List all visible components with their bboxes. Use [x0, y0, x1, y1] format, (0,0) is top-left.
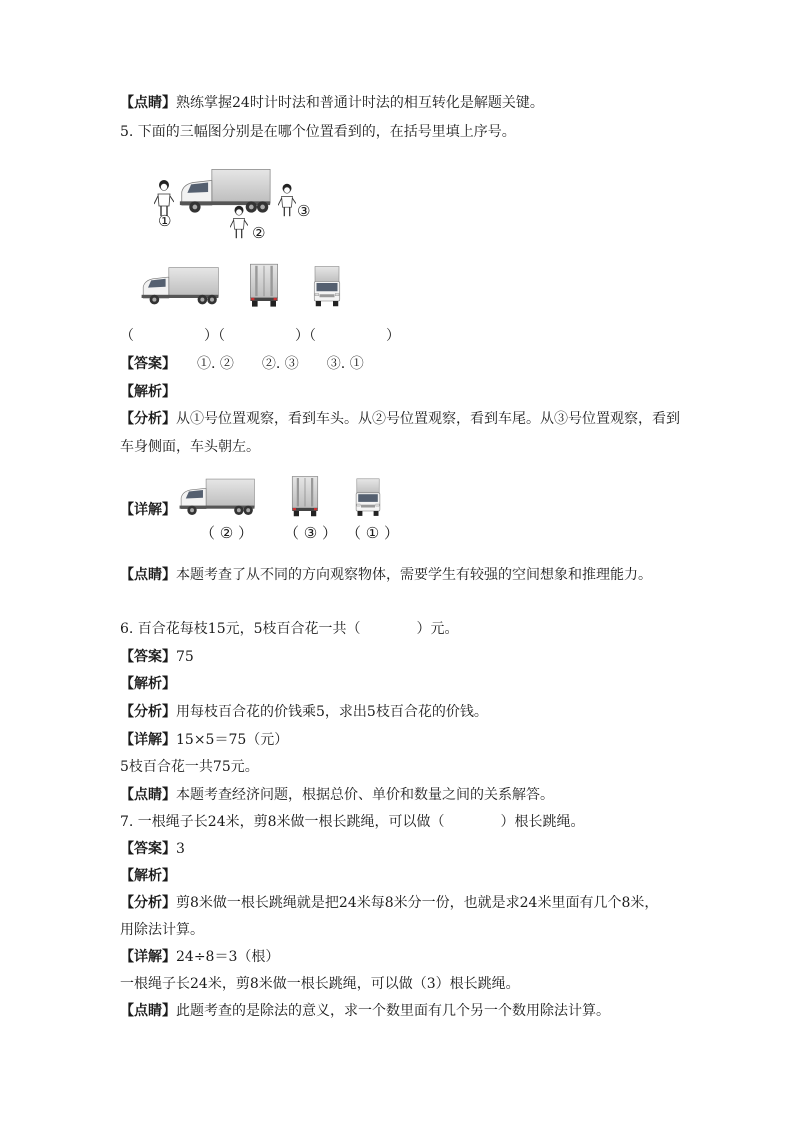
view-side — [140, 262, 220, 314]
q7-answer — [120, 839, 185, 859]
observation-scene — [150, 160, 330, 242]
q5-blanks: （ ）（ ）（ ） — [120, 328, 400, 344]
tag-dianjing: 【点睛】 — [120, 567, 176, 583]
q6-xiangjie — [120, 730, 288, 750]
dianjing-text: 本题考查经济问题，根据总价、单价和数量之间的关系解答。 — [176, 787, 554, 803]
dianjing-prev — [120, 93, 544, 113]
detail-truck-side-icon — [178, 474, 256, 520]
truck-rear-icon — [248, 262, 280, 308]
q6-jiexi: 【解析】 — [120, 676, 176, 692]
kid-2-icon — [230, 206, 248, 238]
tag-dianjing: 【点睛】 — [120, 95, 176, 111]
tag-answer: 【答案】 — [120, 356, 169, 372]
q7-fenxi — [120, 893, 658, 913]
tag-answer: 【答案】 — [120, 841, 176, 857]
tag-answer: 【答案】 — [120, 649, 176, 665]
answer-text: 3 — [176, 841, 185, 857]
q6-dianjing — [120, 785, 554, 805]
q5-jiexi: 【解析】 — [120, 384, 176, 400]
fenxi-text: 用每枝百合花的价钱乘5，求出5枝百合花的价钱。 — [176, 704, 488, 720]
scene-svg — [150, 160, 330, 242]
q5-fenxi — [120, 409, 680, 429]
detail-truck-rear-icon — [290, 474, 320, 518]
tag-dianjing: 【点睛】 — [120, 787, 176, 803]
answer-text: 75 — [176, 649, 194, 665]
pos-3-label: ③ — [297, 202, 311, 220]
q5-answer — [120, 354, 364, 374]
kid-3-icon — [278, 184, 296, 216]
tag-fenxi: 【分析】 — [120, 411, 176, 427]
dianjing-text: 熟练掌握24时计时法和普通计时法的相互转化是解题关键。 — [176, 95, 544, 111]
q7-jiexi: 【解析】 — [120, 868, 176, 884]
pos-2-label: ② — [252, 224, 266, 242]
detail-label-2: （ ③ ） — [284, 524, 337, 542]
tag-fenxi: 【分析】 — [120, 895, 176, 911]
q7-dianjing — [120, 1001, 610, 1021]
q5-dianjing — [120, 565, 652, 585]
q7-fenxi-2: 用除法计算。 — [120, 922, 204, 938]
q7-result: 一根绳子长24米，剪8米做一根长跳绳，可以做（3）根长跳绳。 — [120, 976, 520, 992]
q6-fenxi — [120, 702, 488, 722]
fenxi-text-1: 剪8米做一根长跳绳就是把24米每8米分一份，也就是求24米里面有几个8米， — [176, 895, 659, 911]
q7-xiangjie — [120, 947, 279, 967]
answer-text: ①. ② ②. ③ ③. ① — [197, 356, 364, 372]
q6-answer — [120, 647, 194, 667]
detail-label-1: （ ② ） — [200, 524, 253, 542]
detail-side — [178, 474, 256, 524]
truck-side-icon — [140, 262, 220, 310]
view-rear — [248, 262, 280, 312]
dianjing-text: 此题考查的是除法的意义，求一个数里面有几个另一个数用除法计算。 — [176, 1003, 610, 1019]
xiangjie-text: 15×5＝75（元） — [176, 732, 289, 748]
kid-1-icon — [154, 180, 174, 216]
view-front — [312, 264, 342, 312]
q6-question: 6. 百合花每枝15元，5枝百合花一共（ ）元。 — [120, 621, 459, 637]
dianjing-text: 本题考查了从不同的方向观察物体，需要学生有较强的空间想象和推理能力。 — [176, 567, 652, 583]
q5-fenxi-2: 车身侧面，车头朝左。 — [120, 439, 260, 455]
q6-result: 5枝百合花一共75元。 — [120, 759, 259, 775]
q5-xiangjie-tag: 【详解】 — [120, 502, 176, 518]
fenxi-text-1: 从①号位置观察，看到车头。从②号位置观察，看到车尾。从③号位置观察，看到 — [176, 411, 680, 427]
truck-side-scene-icon — [180, 169, 270, 212]
truck-front-icon — [312, 264, 342, 308]
q7-question: 7. 一根绳子长24米，剪8米做一根长跳绳，可以做（ ）根长跳绳。 — [120, 814, 585, 830]
detail-front — [354, 476, 382, 522]
tag-dianjing: 【点睛】 — [120, 1003, 176, 1019]
detail-truck-front-icon — [354, 476, 382, 518]
tag-xiangjie: 【详解】 — [120, 732, 176, 748]
tag-fenxi: 【分析】 — [120, 704, 176, 720]
detail-label-3: （ ① ） — [346, 524, 399, 542]
pos-1-label: ① — [158, 212, 172, 230]
q5-question: 5. 下面的三幅图分别是在哪个位置看到的，在括号里填上序号。 — [120, 124, 516, 140]
detail-rear — [290, 474, 320, 522]
xiangjie-text: 24÷8＝3（根） — [176, 949, 280, 965]
tag-xiangjie: 【详解】 — [120, 949, 176, 965]
